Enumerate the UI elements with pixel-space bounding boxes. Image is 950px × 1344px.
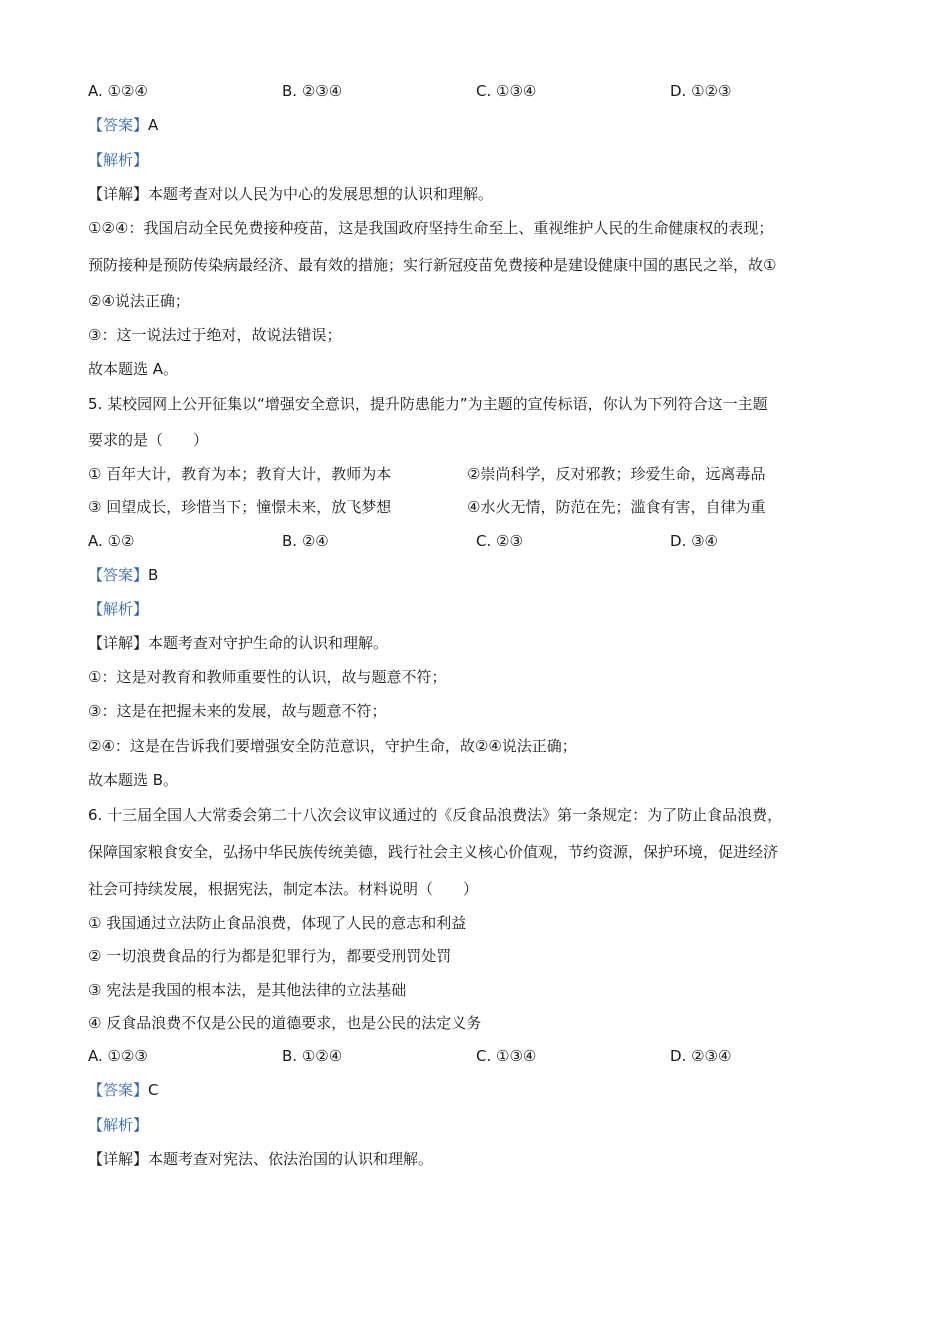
detail-tag: 【详解】: [88, 634, 149, 652]
q5-option-d: D. ③④: [670, 532, 718, 550]
q6-option-d: D. ②③④: [670, 1047, 732, 1065]
q5-item-1: ① 百年大计，教育为本；教育大计，教师为本: [88, 465, 392, 483]
answer-value: B: [148, 566, 159, 584]
detail-text: 本题考查对守护生命的认识和理解。: [148, 634, 389, 652]
q6-item-3: ③ 宪法是我国的根本法，是其他法律的立法基础: [88, 981, 407, 999]
q6-analysis-tag: 【解析】: [88, 1116, 149, 1134]
q5-line-1: ①：这是对教育和教师重要性的认识，故与题意不符；: [88, 668, 447, 686]
q4-analysis-tag: 【解析】: [88, 151, 149, 169]
q5-line-3: ②④：这是在告诉我们要增强安全防范意识，守护生命，故②④说法正确；: [88, 737, 577, 755]
detail-tag: 【详解】: [88, 185, 149, 203]
q6-answer: [88, 1080, 159, 1100]
q4-line-2: 预防接种是预防传染病最经济、最有效的措施；实行新冠疫苗免费接种是建设健康中国的惠民之举，故①: [88, 256, 777, 274]
detail-text: 本题考查对宪法、依法治国的认识和理解。: [148, 1150, 434, 1168]
answer-value: C: [148, 1081, 159, 1099]
q4-line-5: 故本题选 A。: [88, 360, 179, 378]
q5-analysis-tag: 【解析】: [88, 600, 149, 618]
q6-item-4: ④ 反食品浪费不仅是公民的道德要求，也是公民的法定义务: [88, 1014, 482, 1032]
q6-option-c: C. ①③④: [476, 1047, 537, 1065]
q5-stem-line-2: 要求的是（ ）: [88, 431, 209, 449]
q6-stem-line-3: 社会可持续发展，根据宪法，制定本法。材料说明（ ）: [88, 880, 479, 898]
q4-option-d: D. ①②③: [670, 82, 732, 100]
q6-stem-line-1: 6. 十三届全国人大常委会第二十八次会议审议通过的《反食品浪费法》第一条规定：为了防止食品浪费，: [88, 806, 783, 824]
q5-detail: [88, 633, 388, 653]
q4-option-b: B. ②③④: [282, 82, 343, 100]
q4-option-c: C. ①③④: [476, 82, 537, 100]
q5-stem-line-1: 5. 某校园网上公开征集以“增强安全意识，提升防患能力”为主题的宣传标语，你认为下列符合这一主题: [88, 395, 768, 413]
q6-item-2: ② 一切浪费食品的行为都是犯罪行为，都要受刑罚处罚: [88, 947, 452, 965]
q4-detail: [88, 184, 493, 204]
q5-option-c: C. ②③: [476, 532, 523, 550]
q6-stem-line-2: 保障国家粮食安全，弘扬中华民族传统美德，践行社会主义核心价值观，节约资源，保护环境，促进经济: [88, 843, 779, 861]
q5-line-4: 故本题选 B。: [88, 771, 179, 789]
q5-answer: [88, 565, 158, 585]
detail-text: 本题考查对以人民为中心的发展思想的认识和理解。: [148, 185, 494, 203]
q4-option-a: A. ①②④: [88, 82, 148, 100]
answer-tag: 【答案】: [88, 566, 149, 584]
q4-line-4: ③：这一说法过于绝对，故说法错误；: [88, 326, 342, 344]
q5-option-b: B. ②④: [282, 532, 329, 550]
q6-detail: [88, 1149, 433, 1169]
q5-item-4: ④水火无情，防范在先；滥食有害，自律为重: [467, 498, 766, 516]
q4-line-3: ②④说法正确；: [88, 292, 190, 310]
q4-line-1: ①②④：我国启动全民免费接种疫苗，这是我国政府坚持生命至上、重视维护人民的生命健康权的表现；: [88, 219, 774, 237]
answer-tag: 【答案】: [88, 116, 149, 134]
q6-option-a: A. ①②③: [88, 1047, 148, 1065]
q5-item-3: ③ 回望成长，珍惜当下；憧憬未来，放飞梦想: [88, 498, 392, 516]
q5-line-2: ③：这是在把握未来的发展，故与题意不符；: [88, 702, 387, 720]
detail-tag: 【详解】: [88, 1150, 149, 1168]
q4-answer: [88, 115, 158, 135]
q5-item-2: ②崇尚科学，反对邪教；珍爱生命，远离毒品: [467, 465, 766, 483]
q5-option-a: A. ①②: [88, 532, 135, 550]
answer-value: A: [148, 116, 159, 134]
answer-tag: 【答案】: [88, 1081, 149, 1099]
q6-option-b: B. ①②④: [282, 1047, 343, 1065]
q6-item-1: ① 我国通过立法防止食品浪费，体现了人民的意志和利益: [88, 914, 467, 932]
